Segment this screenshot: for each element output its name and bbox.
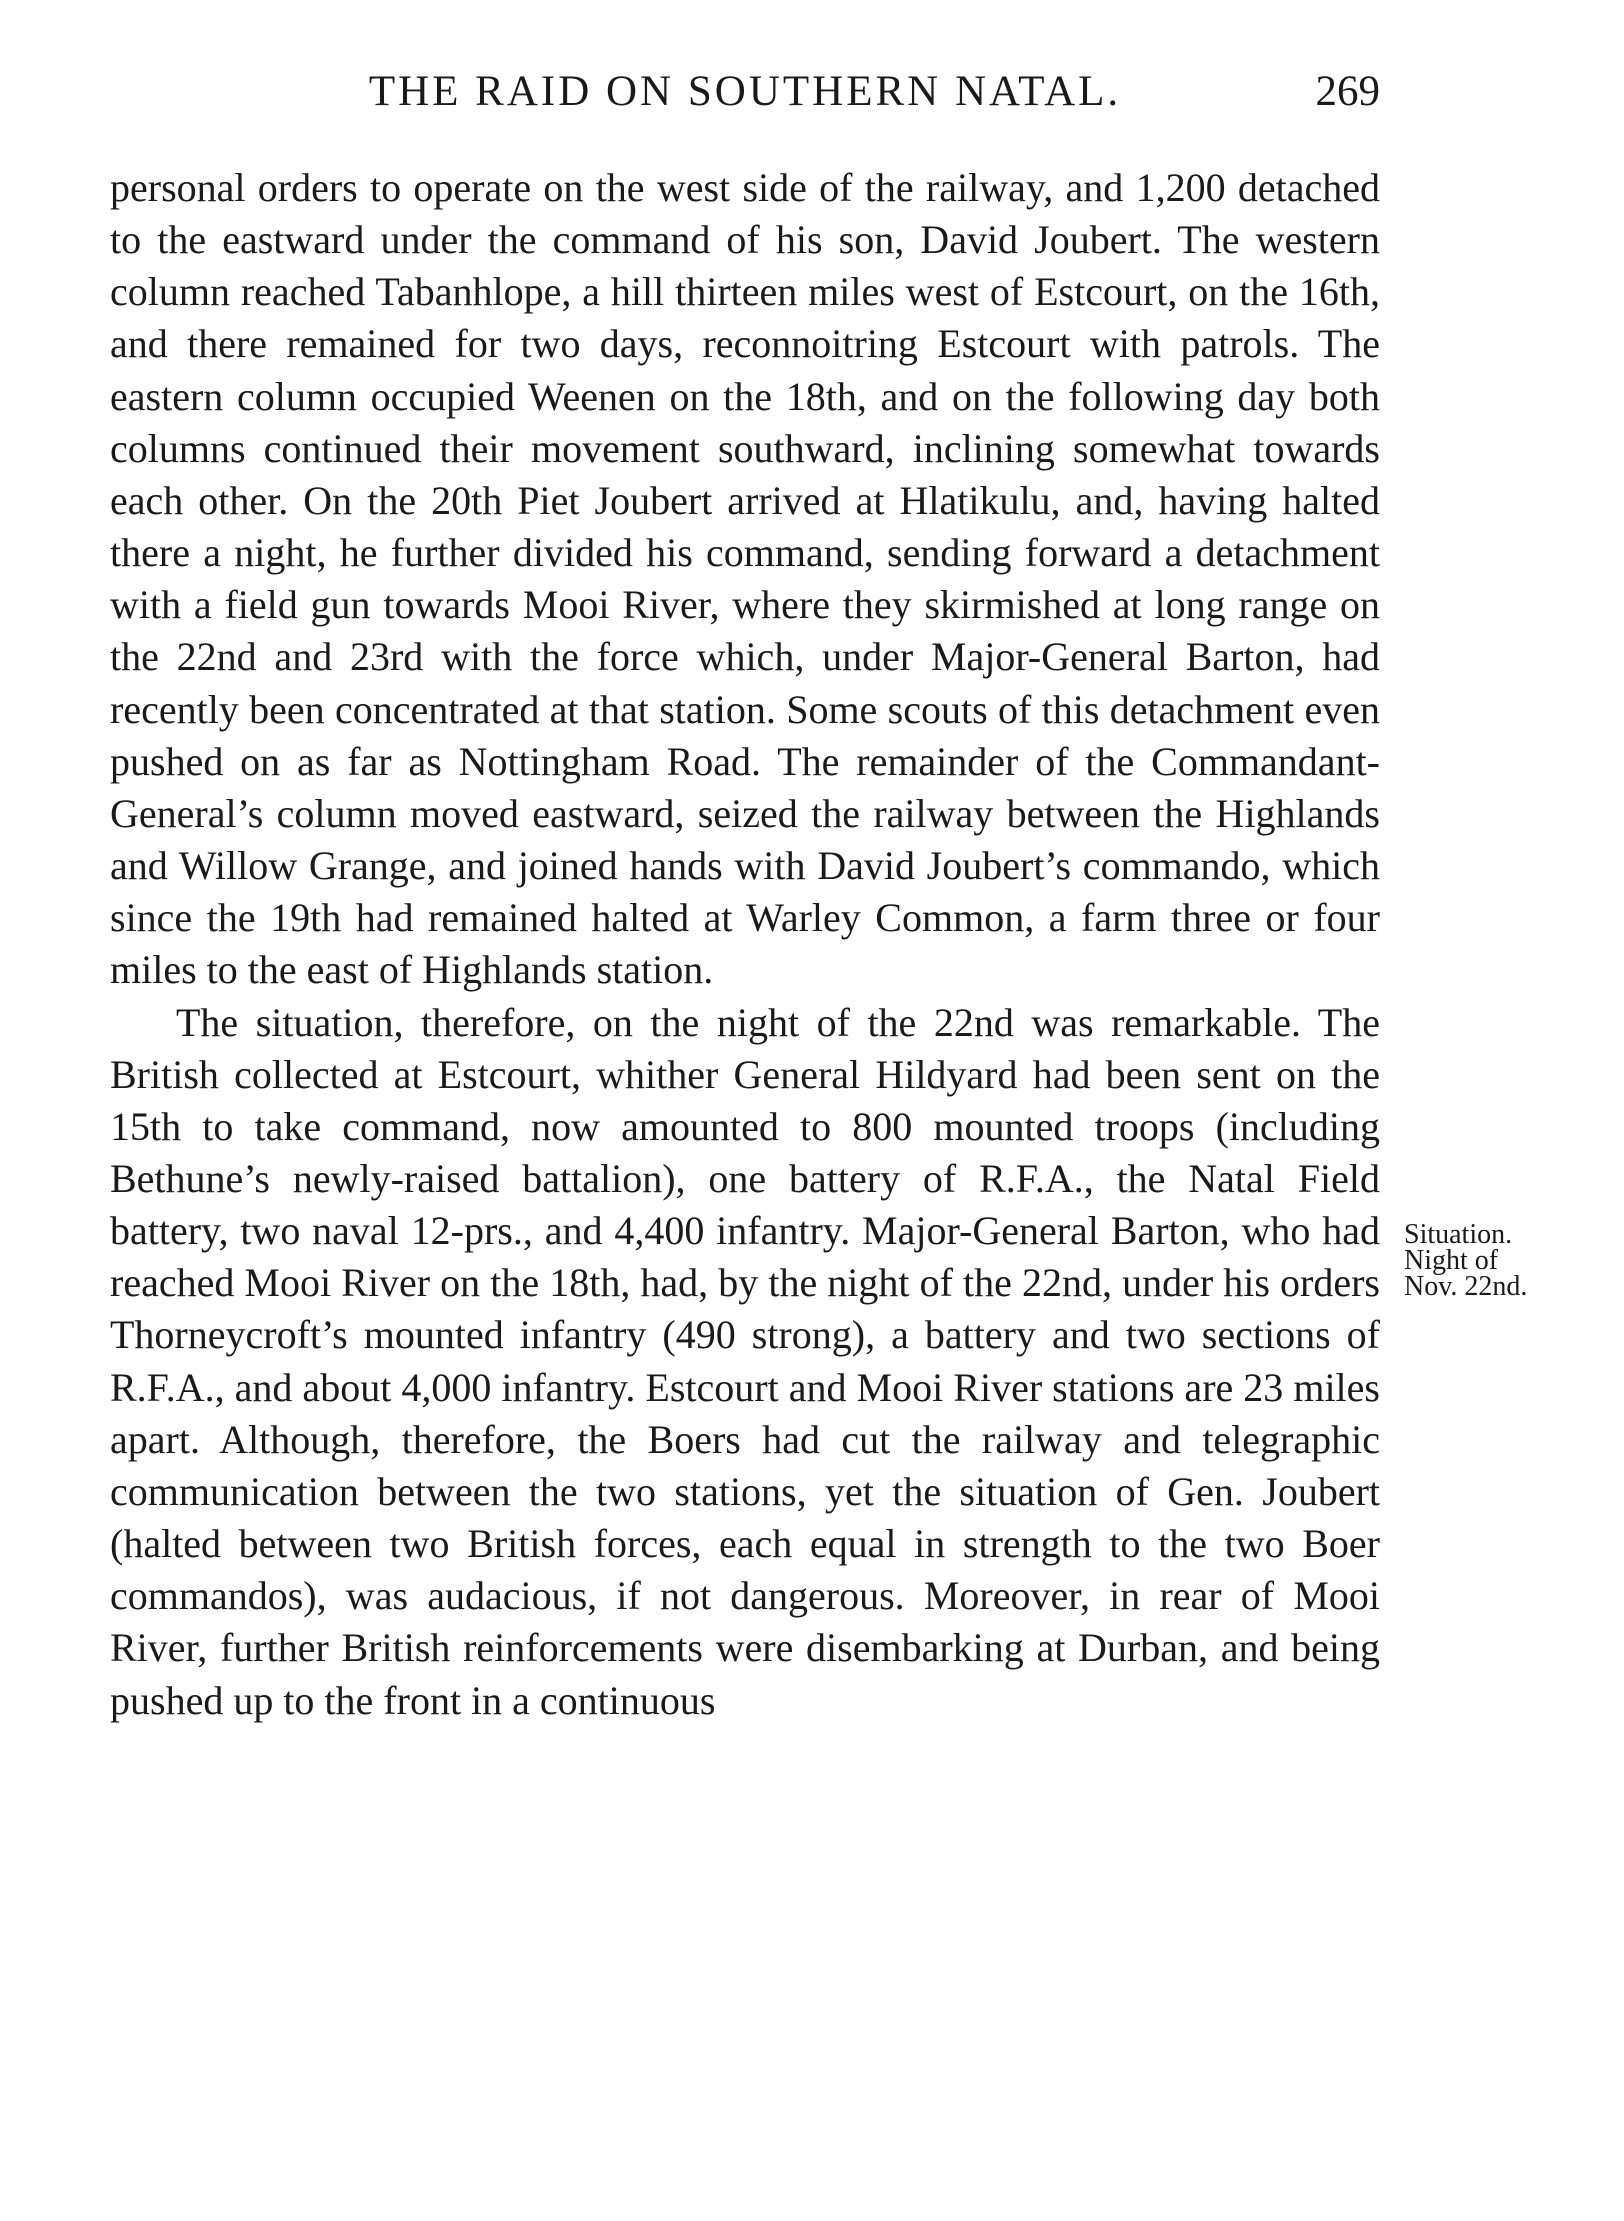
margin-note-line: Night of <box>1404 1245 1499 1276</box>
page-number: 269 <box>1315 68 1380 115</box>
page-header <box>110 62 1380 122</box>
margin-note-line: Situation. <box>1404 1219 1513 1250</box>
margin-note-line: Nov. 22nd. <box>1404 1271 1528 1302</box>
text-body <box>110 162 1380 1727</box>
margin-note <box>1404 1219 1604 1302</box>
paragraph: The situation, therefore, on the night of the 22nd was remarkable. The British collected at Estcourt, whither General Hildyard had been sent on the 15th to take command, now amounted to 800 mounted troops (including Bethune’s newly-raised battalion), one battery of R.F.A., the Natal Field battery, two naval 12-prs., and 4,400 infantry. Major-General Barton, who had reached Mooi River on the 18th, had, by the night of the 22nd, under his orders Thorneycroft’s mounted infantry (490 strong), a battery and two sections of R.F.A., and about 4,000 infantry. Estcourt and Mooi River stations are 23 miles apart. Although, therefore, the Boers had cut the railway and telegraphic communication between the two stations, yet the situation of Gen. Joubert (halted between two British forces, each equal in strength to the two Boer commandos), was audacious, if not dangerous. Moreover, in rear of Mooi River, further British reinforcements were disembarking at Durban, and being pushed up to the front in a continuous <box>110 999 1380 1723</box>
paragraph: personal orders to operate on the west side of the railway, and 1,200 detached to the eastward under the command of his son, David Joubert. The western column reached Tabanhlope, a hill thirteen miles west of Estcourt, on the 16th, and there remained for two days, reconnoitring Estcourt with patrols. The eastern column occupied Weenen on the 18th, and on the following day both columns continued their movement southward, inclining somewhat towards each other. On the 20th Piet Joubert arrived at Hlatikulu, and, having halted there a night, he further divided his command, sending forward a detachment with a field gun towards Mooi River, where they skirmished at long range on the 22nd and 23rd with the force which, under Major-General Barton, had recently been concentrated at that station. Some scouts of this detachment even pushed on as far as Nottingham Road. The remainder of the Commandant-General’s column moved eastward, seized the railway between the Highlands and Willow Grange, and joined hands with David Joubert’s commando, which since the 19th had remained halted at Warley Common, a farm three or four miles to the east of Highlands station. <box>110 165 1380 993</box>
running-head: THE RAID ON SOUTHERN NATAL. <box>368 68 1122 115</box>
